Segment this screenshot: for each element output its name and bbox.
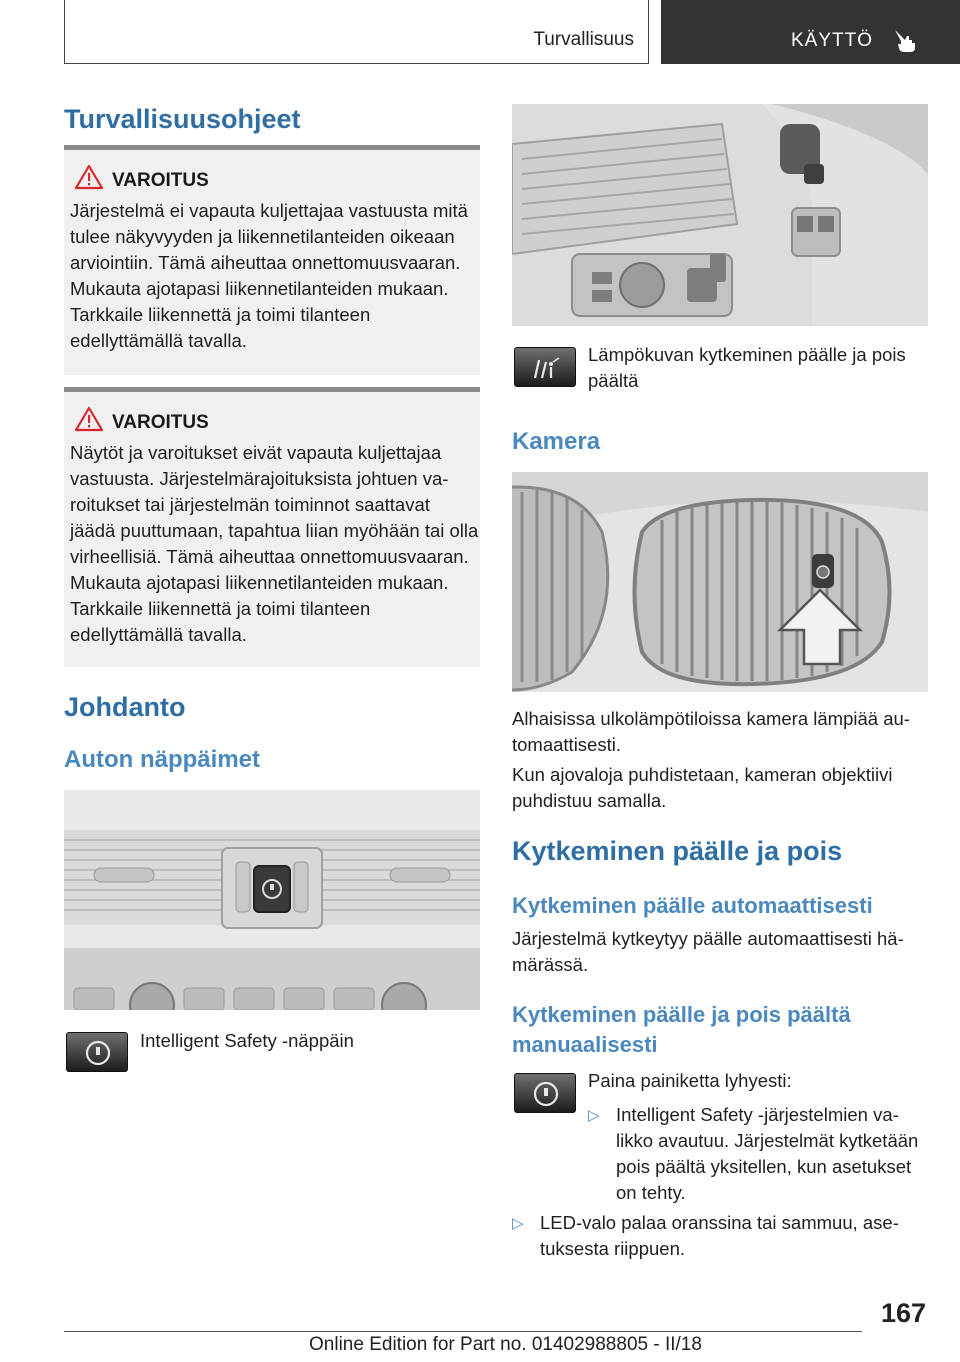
footer-divider	[64, 1331, 862, 1332]
header-chapter-title: KÄYTTÖ	[791, 30, 874, 51]
subsection-heading-manual: Kytkeminen päälle ja pois päältä manuaalisesti	[512, 1002, 851, 1057]
dashboard-light-switch-photo	[512, 104, 928, 326]
warning-label: VAROITUS	[112, 412, 209, 433]
section-heading-intro: Johdanto	[64, 692, 186, 722]
footer-edition: Online Edition for Part no. 01402988805 - II/18	[309, 1334, 702, 1355]
subsection-heading-auto: Kytkeminen päälle automaattisesti	[512, 893, 873, 918]
intelligent-safety-icon	[515, 1074, 576, 1113]
camera-text-2: Kun ajovaloja puhdistetaan, kameran objektiivi puhdistuu samalla.	[512, 764, 893, 811]
night-vision-icon	[515, 348, 576, 387]
warning-box	[64, 387, 480, 667]
section-heading-onoff: Kytkeminen päälle ja pois	[512, 836, 843, 866]
warning-triangle-icon	[74, 164, 104, 190]
page-title: Turvallisuusohjeet	[64, 104, 301, 134]
auto-text: Järjestelmä kytkeytyy päälle automaattisesti hämärässä.	[512, 928, 904, 975]
bullet-text: Intelligent Safety -järjestelmien valikko avautuu. Järjestelmät kytketään pois päältä yksitellen, kun asetukset on tehty.	[616, 1104, 919, 1203]
subsection-heading-buttons: Auton näppäimet	[64, 746, 260, 773]
intelligent-safety-icon	[67, 1033, 128, 1072]
intelligent-safety-button-symbol	[66, 1032, 128, 1072]
console-button-photo	[64, 790, 480, 1010]
bullet-text: LED-valo palaa oranssina tai sammuu, asetuksesta riippuen.	[540, 1212, 899, 1259]
warning-label: VAROITUS	[112, 170, 209, 191]
warning-text: Näytöt ja varoitukset eivät vapauta kuljettajaa vastuusta. Järjestelmärajoituksista johtuen varoitukset tai järjestelmän toiminnot saattavat jäädä puuttumaan, tapahtua liian myöhään tai olla virheellisiä. Tämä aiheuttaa onnettomuusvaaran. Mukauta ajotapasi liikennetilanteiden mukaan. Tarkkaile liikennettä ja toimi tilanteen edellyttämällä tavalla.	[70, 442, 479, 645]
triangle-bullet-icon: ▷	[512, 1215, 524, 1232]
warning-triangle-icon	[74, 406, 104, 432]
header-section-tab	[64, 0, 649, 64]
camera-text-1: Alhaisissa ulkolämpötiloissa kamera lämpiää automaattisesti.	[512, 708, 910, 755]
triangle-bullet-icon: ▷	[588, 1107, 600, 1124]
intelligent-safety-button-symbol	[514, 1073, 576, 1113]
manual-intro: Paina painiketta lyhyesti:	[588, 1070, 792, 1091]
figure-caption: Lämpökuvan kytkeminen päälle ja pois päältä	[588, 344, 906, 391]
figure-caption: Intelligent Safety -näppäin	[140, 1030, 354, 1051]
camera-grille-photo	[512, 472, 928, 692]
section-heading-camera: Kamera	[512, 428, 601, 455]
warning-text: Järjestelmä ei vapauta kuljettajaa vastuusta mitä tulee näkyvyyden ja liikennetilanteiden oikeaan arviointiin. Tämä aiheuttaa onnettomuusvaaran. Mukauta ajotapasi liikennetilanteiden mukaan. Tarkkaile liikennettä ja toimi tilanteen edellyttämällä tavalla.	[70, 200, 468, 351]
pointing-hand-icon	[892, 26, 920, 54]
warning-box	[64, 145, 480, 375]
page-number: 167	[880, 1298, 926, 1328]
thermal-imaging-button-symbol	[514, 347, 576, 387]
header-section-title: Turvallisuus	[533, 29, 634, 50]
